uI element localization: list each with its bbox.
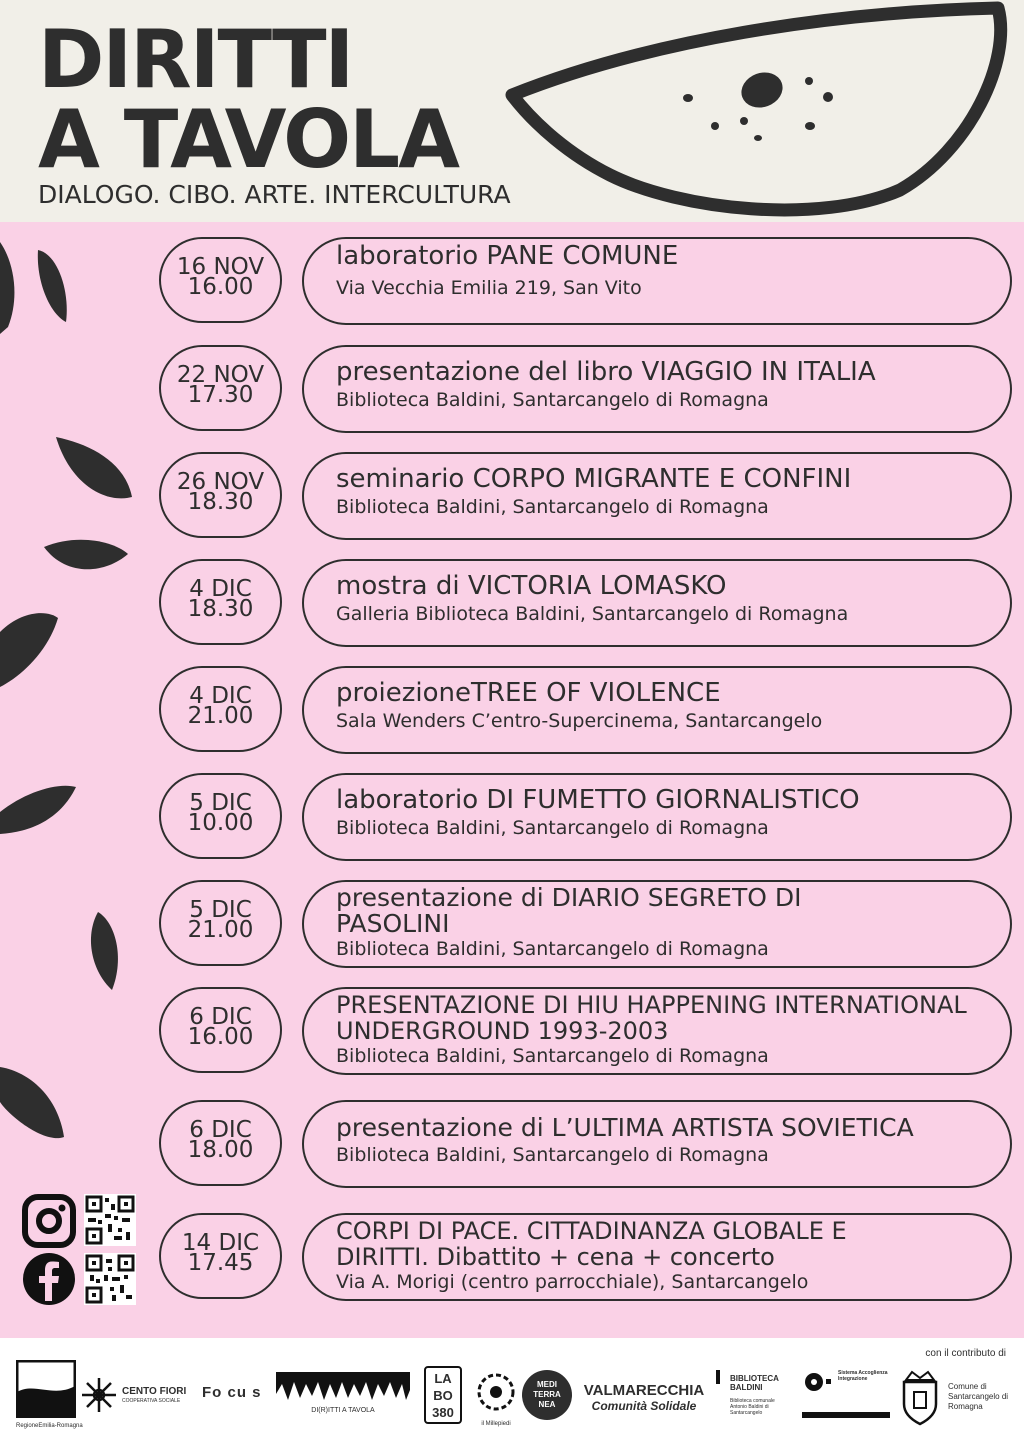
regione-logo: [16, 1360, 83, 1430]
event-item: [0, 1100, 1024, 1190]
event-time: 10.00: [187, 810, 254, 836]
events-section: [0, 222, 1024, 1338]
event-time: 16.00: [187, 1024, 254, 1050]
focus-logo: Fo cu s: [202, 1384, 262, 1401]
event-title: presentazione di L’ULTIMA ARTISTA SOVIETICA: [336, 1113, 914, 1142]
event-date: 4 DIC: [189, 683, 252, 709]
event-place: Via Vecchia Emilia 219, San Vito: [336, 277, 642, 299]
event-time: 18.30: [187, 489, 254, 515]
millepiedi-emblem-icon: [474, 1370, 518, 1416]
event-date: 6 DIC: [189, 1004, 252, 1030]
event-date-badge: [159, 1213, 282, 1299]
event-date: 6 DIC: [189, 1117, 252, 1143]
millepiedi-name: il Millepiedi: [481, 1421, 511, 1427]
event-time: 18.30: [187, 596, 254, 622]
event-time: 21.00: [187, 917, 254, 943]
event-item: [0, 452, 1024, 542]
event-item: [0, 987, 1024, 1077]
event-item: [0, 773, 1024, 863]
subtitle: DIALOGO. CIBO. ARTE. INTERCULTURA: [38, 180, 511, 209]
event-date: 26 NOV: [176, 469, 265, 495]
millepiedi-logo: [474, 1370, 518, 1430]
title-line-1: DIRITTI: [38, 13, 353, 106]
event-details: [302, 880, 1012, 968]
sai-logo: [802, 1370, 892, 1420]
watermelon-illustration: [500, 0, 1024, 222]
event-details: [302, 987, 1012, 1075]
sponsors-footer: [0, 1338, 1024, 1452]
biblioteca-mark-icon: [716, 1370, 720, 1384]
cento-fiori-sub: COOPERATIVA SOCIALE: [122, 1398, 181, 1404]
regione-emblem-icon: [16, 1360, 76, 1418]
event-time: 17.45: [187, 1250, 254, 1276]
event-title: PRESENTAZIONE DI HIU HAPPENING INTERNATIONAL UNDERGROUND 1993-2003: [336, 991, 967, 1045]
event-details: [302, 345, 1012, 433]
regione-name: RegioneEmilia-Romagna: [16, 1423, 83, 1429]
event-item: [0, 559, 1024, 649]
event-title: presentazione di DIARIO SEGRETO DI PASOLINI: [336, 883, 802, 938]
event-date-badge: [159, 880, 282, 966]
event-details: [302, 1100, 1012, 1188]
event-date: 16 NOV: [176, 254, 265, 280]
cento-fiori-name: CENTO FIORI: [122, 1386, 187, 1397]
event-date-badge: [159, 666, 282, 752]
cento-fiori-emblem-icon: [80, 1376, 118, 1414]
event-date: 14 DIC: [181, 1230, 260, 1256]
event-title: CORPI DI PACE. CITTADINANZA GLOBALE E DIRITTI. Dibattito + cena + concerto: [336, 1217, 847, 1271]
event-item: [0, 1213, 1024, 1303]
diritti-banner-icon: [276, 1372, 410, 1402]
facebook-icon[interactable]: [22, 1252, 76, 1306]
comune-crest-icon: [898, 1368, 942, 1426]
event-details: [302, 559, 1012, 647]
event-item: [0, 345, 1024, 435]
diritti-logo-text: DI(R)ITTI A TAVOLA: [311, 1407, 375, 1414]
diritti-a-tavola-logo: [276, 1372, 410, 1414]
event-place: Biblioteca Baldini, Santarcangelo di Romagna: [336, 1045, 769, 1067]
event-time: 21.00: [187, 703, 254, 729]
event-place: Biblioteca Baldini, Santarcangelo di Romagna: [336, 496, 769, 518]
contribution-label: con il contributo di: [925, 1348, 1006, 1359]
event-time: 16.00: [187, 274, 254, 300]
comune-name: Comune di Santarcangelo di Romagna: [948, 1382, 1009, 1411]
sai-emblem-icon: [804, 1372, 832, 1392]
event-place: Galleria Biblioteca Baldini, Santarcangelo di Romagna: [336, 603, 849, 625]
event-time: 17.30: [187, 382, 254, 408]
biblioteca-sub: Biblioteca comunale Antonio Baldini di Santarcangelo: [730, 1398, 775, 1416]
event-title: proiezioneTREE OF VIOLENCE: [336, 678, 721, 708]
valmarecchia-logo: [578, 1382, 710, 1413]
event-date-badge: [159, 1100, 282, 1186]
event-time: 18.00: [187, 1137, 254, 1163]
instagram-icon[interactable]: [22, 1194, 76, 1248]
event-place: Via A. Morigi (centro parrocchiale), Santarcangelo: [336, 1271, 809, 1293]
event-place: Biblioteca Baldini, Santarcangelo di Romagna: [336, 389, 769, 411]
event-date-badge: [159, 237, 282, 323]
event-place: Biblioteca Baldini, Santarcangelo di Romagna: [336, 817, 769, 839]
event-details: [302, 237, 1012, 325]
event-details: [302, 1213, 1012, 1301]
event-place: Biblioteca Baldini, Santarcangelo di Romagna: [336, 938, 769, 960]
event-details: [302, 773, 1012, 861]
event-date-badge: [159, 452, 282, 538]
event-date-badge: [159, 345, 282, 431]
event-details: [302, 666, 1012, 754]
event-title: laboratorio PANE COMUNE: [336, 241, 679, 271]
event-date-badge: [159, 987, 282, 1073]
event-place: Sala Wenders C’entro-Supercinema, Santarcangelo: [336, 710, 823, 732]
event-date-badge: [159, 559, 282, 645]
event-date: 5 DIC: [189, 790, 252, 816]
labo-380-logo: LA BO 380: [424, 1366, 462, 1424]
event-place: Biblioteca Baldini, Santarcangelo di Romagna: [336, 1144, 769, 1166]
title-line-2: A TAVOLA: [38, 93, 459, 186]
event-date: 5 DIC: [189, 897, 252, 923]
event-item: [0, 666, 1024, 756]
event-title: laboratorio DI FUMETTO GIORNALISTICO: [336, 785, 860, 815]
valmarecchia-sub: Comunità Solidale: [591, 1399, 697, 1413]
sai-name: Sistema Accoglienza Integrazione: [838, 1370, 888, 1382]
qr-code[interactable]: [84, 1194, 136, 1246]
biblioteca-name: BIBLIOTECA BALDINI: [730, 1374, 779, 1392]
event-date: 4 DIC: [189, 576, 252, 602]
event-date-badge: [159, 773, 282, 859]
event-title: mostra di VICTORIA LOMASKO: [336, 571, 727, 601]
event-date: 22 NOV: [176, 362, 265, 388]
event-details: [302, 452, 1012, 540]
mediterranea-logo: MEDI TERRA NEA: [522, 1370, 572, 1420]
sai-bar: [802, 1412, 890, 1418]
event-item: [0, 880, 1024, 970]
event-title: seminario CORPO MIGRANTE E CONFINI: [336, 464, 852, 494]
valmarecchia-name: VALMARECCHIA: [583, 1382, 705, 1399]
header: [0, 0, 1024, 222]
qr-code[interactable]: [84, 1253, 136, 1305]
event-title: presentazione del libro VIAGGIO IN ITALIA: [336, 357, 876, 387]
event-item: [0, 237, 1024, 327]
